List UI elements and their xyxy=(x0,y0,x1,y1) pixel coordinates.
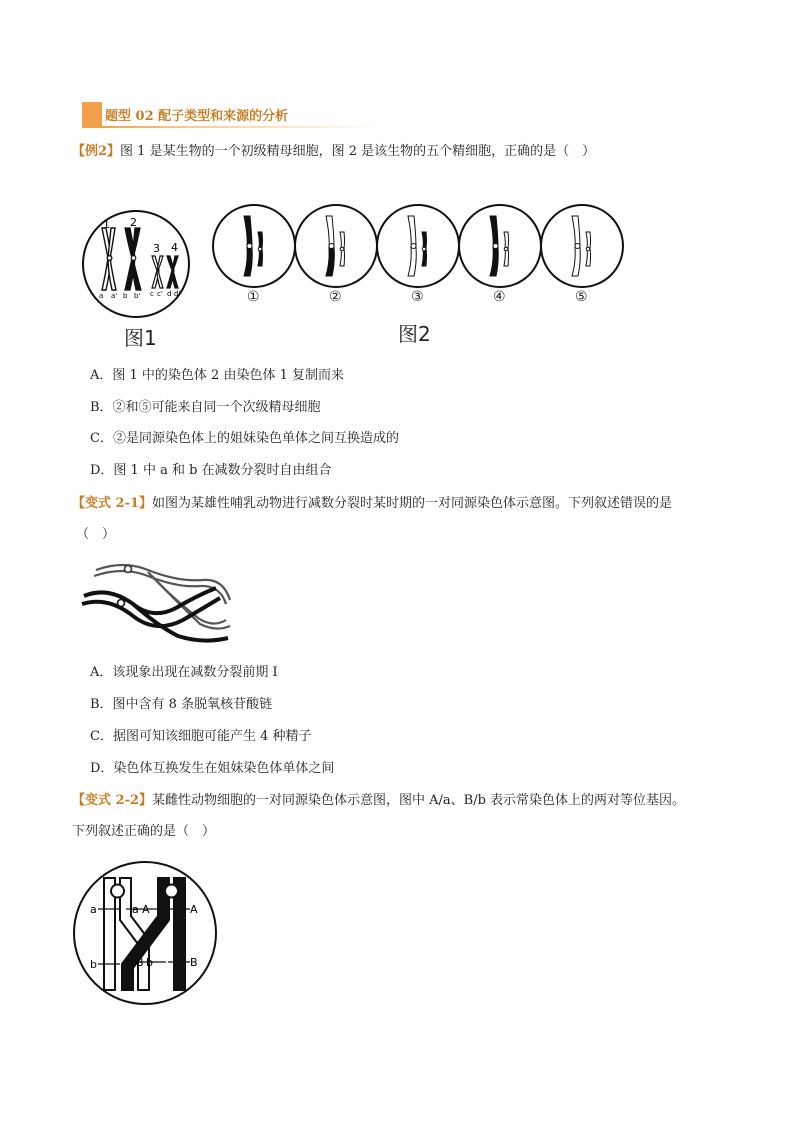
variant2-2-centromere-black xyxy=(165,885,178,898)
variant2-1-centromere-top xyxy=(125,566,132,573)
figure2-cell-2-label: ② xyxy=(329,289,342,305)
variant2-2-label-mid-A: A xyxy=(142,903,150,916)
figure2-label: 图2 xyxy=(398,322,431,346)
figure1-label: 图1 xyxy=(124,326,157,350)
figure2-cell-4-label: ④ xyxy=(493,289,506,305)
figure2-cell-5-label: ⑤ xyxy=(575,289,588,305)
variant2-2-tag: 【变式 2-2】 xyxy=(72,793,153,808)
figure1-chromosome-1 xyxy=(102,228,116,290)
figure1-gene-d-prime: d' xyxy=(174,290,181,298)
figure1-gene-a: a xyxy=(99,292,104,300)
figure2-cell-5 xyxy=(541,205,623,287)
example2-option-b: B．②和⑤可能来自同一个次级精母细胞 xyxy=(90,400,321,415)
figure1-number-4: 4 xyxy=(171,241,178,254)
variant2-2-label-right-A: A xyxy=(190,903,198,916)
figure2-cell-1-label: ① xyxy=(247,289,260,305)
figure1-number-1: 1 xyxy=(103,218,110,231)
figure1-gene-a-prime: a' xyxy=(111,292,118,300)
figure2-cell-2 xyxy=(295,205,377,287)
variant2-1-black-chromatids xyxy=(82,588,228,641)
variant2-2-label-mid-B: B xyxy=(136,956,144,969)
variant2-1-option-c: C．据图可知该细胞可能产生 4 种精子 xyxy=(90,729,312,744)
figure1-cell-diagram xyxy=(80,208,192,320)
variant2-2-stem-line2: 下列叙述正确的是（ ） xyxy=(72,824,216,839)
variant2-1-gray-chromatids xyxy=(94,565,230,629)
variant2-2-label-mid-a: a xyxy=(132,903,139,916)
variant2-2-label-right-B: B xyxy=(190,956,198,969)
variant2-1-option-a: A．该现象出现在减数分裂前期 I xyxy=(90,665,278,680)
figure2-sperm-cells xyxy=(210,202,630,290)
variant2-2-stem: 【变式 2-2】某雌性动物细胞的一对同源染色体示意图，图中 A/a、B/b 表示常染色体上的两对等位基因。 xyxy=(72,793,686,808)
variant2-1-tag: 【变式 2-1】 xyxy=(72,496,153,511)
figure2-cell-1 xyxy=(213,205,295,287)
variant2-1-chromosome-diagram xyxy=(78,558,240,646)
variant2-1-stem: 【变式 2-1】如图为某雄性哺乳动物进行减数分裂时某时期的一对同源染色体示意图。下列叙述错误的是 xyxy=(72,496,673,511)
variant2-2-chromosome-diagram xyxy=(70,858,220,1008)
example2-option-a: A．图 1 中的染色体 2 由染色体 1 复制而来 xyxy=(90,368,344,383)
section-marker-icon xyxy=(82,102,102,126)
figure1-gene-b-prime: b' xyxy=(134,292,141,300)
variant2-2-label-left-a: a xyxy=(90,903,97,916)
variant2-1-option-d: D．染色体互换发生在姐妹染色体单体之间 xyxy=(90,761,335,776)
figure1-number-2: 2 xyxy=(130,216,137,229)
variant2-1-option-b: B．图中含有 8 条脱氧核苷酸链 xyxy=(90,697,273,712)
variant2-2-label-left-b: b xyxy=(90,958,97,971)
section-heading xyxy=(82,102,289,128)
example2-stem: 【例2】图 1 是某生物的一个初级精母细胞，图 2 是该生物的五个精细胞，正确的是（ ） xyxy=(72,144,596,159)
figure2-cell-4 xyxy=(459,205,541,287)
example2-tag: 【例2】 xyxy=(72,144,121,159)
variant2-1-stem-line2: （ ） xyxy=(76,527,116,542)
figure1-chromosome-2 xyxy=(125,228,141,290)
figure2-cell-3 xyxy=(377,205,459,287)
variant2-2-centromere-white xyxy=(111,885,124,898)
example2-option-d: D．图 1 中 a 和 b 在减数分裂时自由组合 xyxy=(90,463,332,478)
figure2-cell-3-label: ③ xyxy=(411,289,424,305)
variant2-1-centromere-bottom xyxy=(118,600,125,607)
section-underline xyxy=(82,126,382,128)
figure1-gene-c-prime: c' xyxy=(157,290,163,298)
figure1-gene-c: c xyxy=(150,290,154,298)
section-title: 题型 02 配子类型和来源的分析 xyxy=(105,109,289,124)
variant2-2-label-mid-b: b xyxy=(146,956,153,969)
example2-option-c: C．②是同源染色体上的姐妹染色单体之间互换造成的 xyxy=(90,431,399,446)
figure1-chromosome-4 xyxy=(167,256,178,288)
figure1-gene-b: b xyxy=(123,292,128,300)
figure1-gene-d: d xyxy=(167,290,172,298)
figure1-chromosome-3 xyxy=(152,256,163,288)
figure1-number-3: 3 xyxy=(153,242,160,255)
